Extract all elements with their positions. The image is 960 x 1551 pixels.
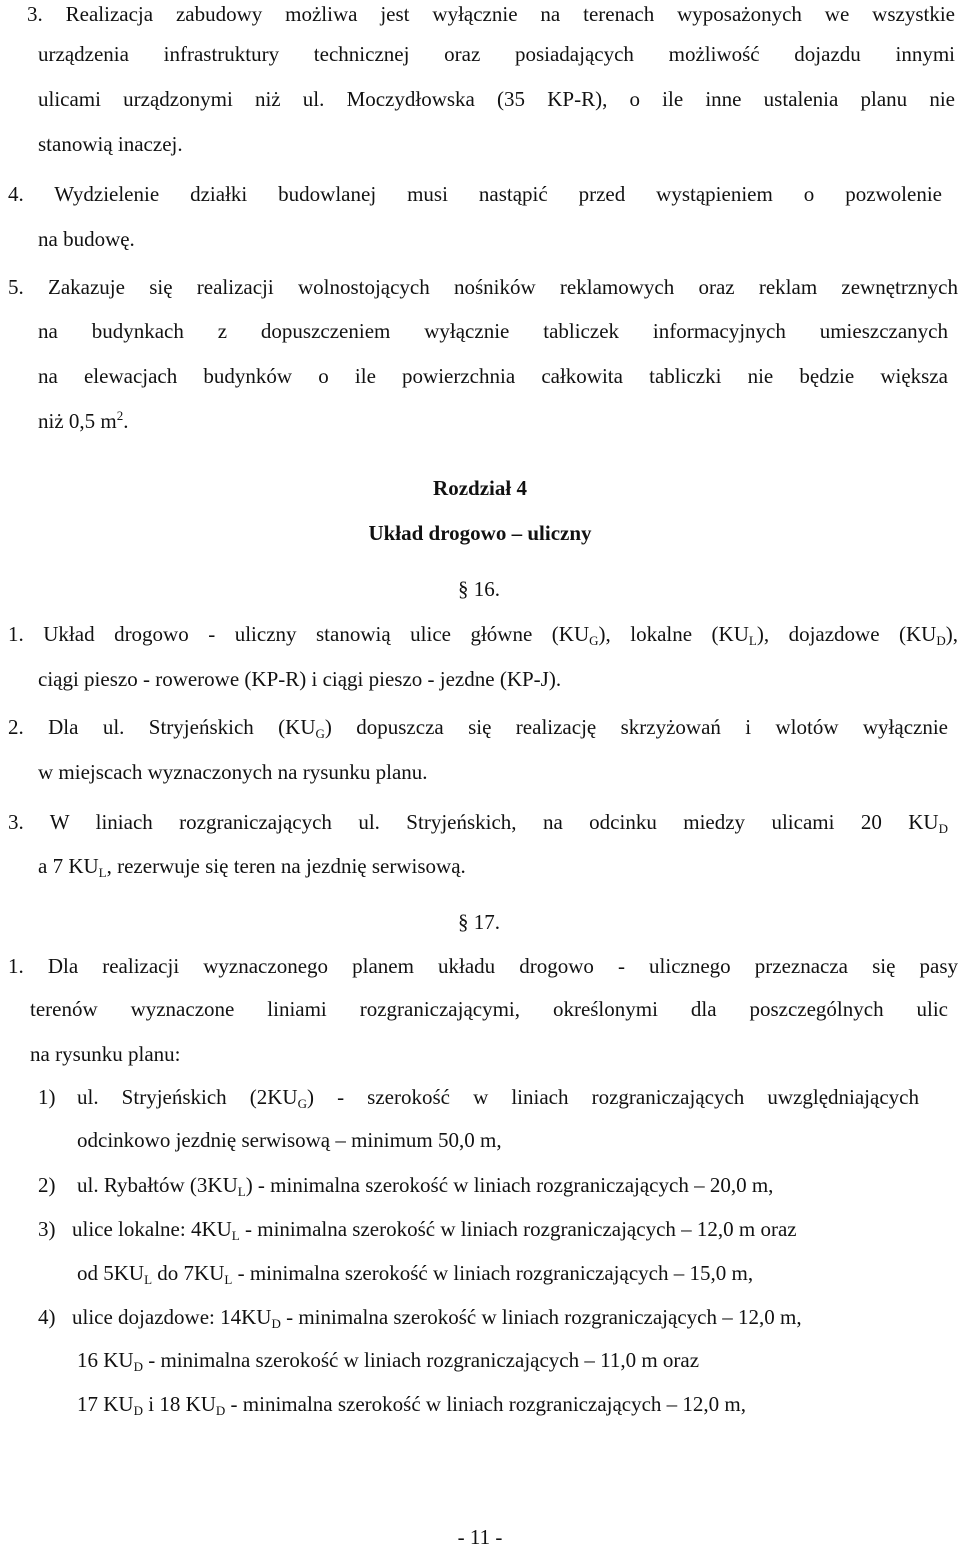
paragraph-3-line-3: ulicami urządzonymi niż ul. Moczydłowska (35 KP-R), o ile inne ustalenia planu nie [38, 87, 955, 111]
superscript-2: 2 [116, 408, 124, 423]
period: . [123, 409, 129, 433]
list-item-4-line-1: ulice dojazdowe: $14KU_D$ - minimalna szerokość w liniach rozgraniczających – 12,0 m, [72, 1305, 802, 1331]
section-17-item-1-line-3: na rysunku planu: [30, 1042, 181, 1066]
section-17-heading: § 17. [458, 910, 500, 934]
section-16-item-2-line-1: 2. Dla ul. Stryjeńskich $(KU_G)$ dopuszcza się realizację skrzyżowań i wlotów wyłącznie [8, 715, 948, 741]
section-16-item-2-line-2: w miejscach wyznaczonych na rysunku planu. [38, 760, 428, 784]
paragraph-3-line-2: urządzenia infrastruktury technicznej oraz posiadających możliwość dojazdu innymi [38, 42, 955, 66]
list-number-2: 2) [38, 1173, 56, 1197]
paragraph-5-line-3: na elewacjach budynków o ile powierzchnia całkowita tabliczki nie będzie większa [38, 364, 948, 388]
list-item-3-line-1: ulice lokalne: $4KU_L$ - minimalna szerokość w liniach rozgraniczających – 12,0 m oraz [72, 1217, 797, 1243]
section-17-item-1-line-2: terenów wyznaczone liniami rozgraniczającymi, określonymi dla poszczególnych ulic [30, 997, 948, 1021]
list-number-4: 4) [38, 1305, 56, 1329]
paragraph-5-line-1: 5. Zakazuje się realizacji wolnostojących nośników reklamowych oraz reklam zewnętrznych [8, 275, 958, 299]
paragraph-5-line-4 [38, 407, 129, 435]
section-16-item-1-line-1: 1. Układ drogowo - uliczny stanowią ulice główne $(KU_G)$, lokalne $(KU_L)$, dojazdowe $(KU_D)$, [8, 622, 958, 648]
chapter-title: Rozdział 4 [433, 476, 527, 500]
list-item-1-line-2: odcinkowo jezdnię serwisową – minimum 50,0 m, [77, 1128, 502, 1152]
paragraph-3-line-1: 3. Realizacja zabudowy możliwa jest wyłącznie na terenach wyposażonych we wszystkie [27, 2, 955, 26]
section-17-item-1-line-1: 1. Dla realizacji wyznaczonego planem układu drogowo - ulicznego przeznacza się pasy [8, 954, 958, 978]
paragraph-5-line-2: na budynkach z dopuszczeniem wyłącznie tabliczek informacyjnych umieszczanych [38, 319, 948, 343]
area-text: niż 0,5 m [38, 409, 117, 433]
paragraph-4-line-1: 4. Wydzielenie działki budowlanej musi nastąpić przed wystąpieniem o pozwolenie [8, 182, 942, 206]
chapter-subtitle: Układ drogowo – uliczny [368, 521, 592, 545]
list-item-4-line-3: 17 $KU_D$ i 18 $KU_D$ - minimalna szerokość w liniach rozgraniczających – 12,0 m, [77, 1392, 747, 1418]
page-number: - 11 - [457, 1525, 503, 1549]
section-16-item-1-line-2: ciągi pieszo - rowerowe (KP-R) i ciągi pieszo - jezdne (KP-J). [38, 667, 562, 691]
list-item-4-line-2: 16 $KU_D$ - minimalna szerokość w liniach rozgraniczających – 11,0 m oraz [77, 1348, 700, 1374]
paragraph-4-line-2: na budowę. [38, 227, 135, 251]
section-16-item-3-line-2: a 7 $KU_L$, rezerwuje się teren na jezdnię serwisową. [38, 854, 466, 880]
list-item-1-line-1: ul. Stryjeńskich $(2KU_G)$ - szerokość w liniach rozgraniczających uwzględniających [77, 1085, 919, 1111]
list-item-3-line-2: od $5KU_L$ do $7KU_L$ - minimalna szerokość w liniach rozgraniczających – 15,0 m, [77, 1261, 754, 1287]
list-number-3: 3) [38, 1217, 56, 1241]
list-item-2-line-1: ul. Rybałtów $(3KU_L)$ - minimalna szerokość w liniach rozgraniczających – 20,0 m, [77, 1173, 774, 1199]
section-16-item-3-line-1: 3. W liniach rozgraniczających ul. Stryjeńskich, na odcinku miedzy ulicami 20 $KU_D$ [8, 810, 948, 836]
paragraph-3-line-4: stanowią inaczej. [38, 132, 183, 156]
list-number-1: 1) [38, 1085, 56, 1109]
section-16-heading: § 16. [458, 577, 500, 601]
